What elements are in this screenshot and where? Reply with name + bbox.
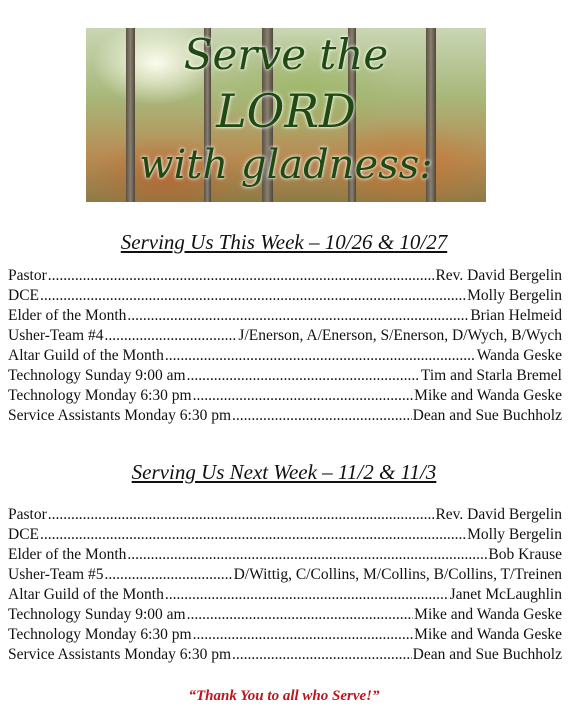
roster-row <box>8 306 562 326</box>
roster-row <box>8 525 562 545</box>
assignee-name: Rev. David Bergelin <box>435 506 562 523</box>
assignee-name: Molly Bergelin <box>467 526 562 543</box>
assignee-name: Mike and Wanda Geske <box>414 626 562 643</box>
role-label: Elder of the Month <box>8 307 127 324</box>
assignee-name: Janet McLaughlin <box>449 586 562 603</box>
this-week-roster <box>8 266 562 426</box>
role-label: DCE <box>8 526 39 543</box>
dot-leader <box>40 525 466 545</box>
roster-row <box>8 585 562 605</box>
dot-leader <box>187 366 420 386</box>
assignee-name: Rev. David Bergelin <box>435 267 562 284</box>
dot-leader <box>193 625 414 645</box>
role-label: DCE <box>8 287 39 304</box>
dot-leader <box>193 386 414 406</box>
dot-leader <box>40 286 466 306</box>
role-label: Technology Sunday 9:00 am <box>8 367 186 384</box>
thank-you-note: “Thank You to all who Serve!” <box>188 688 380 704</box>
dot-leader <box>165 346 476 366</box>
role-label: Elder of the Month <box>8 546 127 563</box>
assignee-name: Mike and Wanda Geske <box>414 606 562 623</box>
assignee-name: Wanda Geske <box>476 347 562 364</box>
roster-row <box>8 286 562 306</box>
roster-row <box>8 326 562 346</box>
assignee-name: Dean and Sue Buchholz <box>412 646 562 663</box>
banner-image <box>86 28 486 202</box>
assignee-name: Bob Krause <box>488 546 562 563</box>
dot-leader <box>187 605 414 625</box>
role-label: Usher-Team #5 <box>8 566 104 583</box>
banner-title <box>86 28 486 202</box>
next-week-heading: Serving Us Next Week – 11/2 & 11/3 <box>131 460 437 484</box>
banner-line-1: Serve the <box>183 30 389 79</box>
roster-row <box>8 346 562 366</box>
role-label: Technology Monday 6:30 pm <box>8 387 192 404</box>
role-label: Technology Sunday 9:00 am <box>8 606 186 623</box>
dot-leader <box>165 585 449 605</box>
roster-row <box>8 565 562 585</box>
dot-leader <box>232 645 412 665</box>
assignee-name: Brian Helmeid <box>470 307 562 324</box>
role-label: Service Assistants Monday 6:30 pm <box>8 646 232 663</box>
roster-row <box>8 266 562 286</box>
assignee-name: J/Enerson, A/Enerson, S/Enerson, D/Wych, B/Wych <box>238 327 562 344</box>
dot-leader <box>104 326 237 346</box>
roster-row <box>8 605 562 625</box>
dot-leader <box>48 505 435 525</box>
banner-line-2: LORD <box>216 84 356 138</box>
dot-leader <box>127 306 469 326</box>
dot-leader <box>127 545 487 565</box>
roster-row <box>8 406 562 426</box>
assignee-name: Dean and Sue Buchholz <box>412 407 562 424</box>
roster-row <box>8 386 562 406</box>
roster-row <box>8 366 562 386</box>
role-label: Pastor <box>8 506 47 523</box>
role-label: Altar Guild of the Month <box>8 586 164 603</box>
roster-row <box>8 625 562 645</box>
roster-row <box>8 645 562 665</box>
assignee-name: D/Wittig, C/Collins, M/Collins, B/Collins, T/Treinen <box>233 566 562 583</box>
this-week-heading: Serving Us This Week – 10/26 & 10/27 <box>120 230 448 254</box>
role-label: Usher-Team #4 <box>8 327 104 344</box>
assignee-name: Molly Bergelin <box>467 287 562 304</box>
role-label: Service Assistants Monday 6:30 pm <box>8 407 232 424</box>
dot-leader <box>232 406 412 426</box>
roster-row <box>8 505 562 525</box>
role-label: Pastor <box>8 267 47 284</box>
dot-leader <box>104 565 232 585</box>
role-label: Altar Guild of the Month <box>8 347 164 364</box>
assignee-name: Mike and Wanda Geske <box>414 387 562 404</box>
assignee-name: Tim and Starla Bremel <box>420 367 562 384</box>
role-label: Technology Monday 6:30 pm <box>8 626 192 643</box>
next-week-roster <box>8 505 562 665</box>
roster-row <box>8 545 562 565</box>
dot-leader <box>48 266 435 286</box>
banner-line-3: with gladness: <box>139 142 433 188</box>
